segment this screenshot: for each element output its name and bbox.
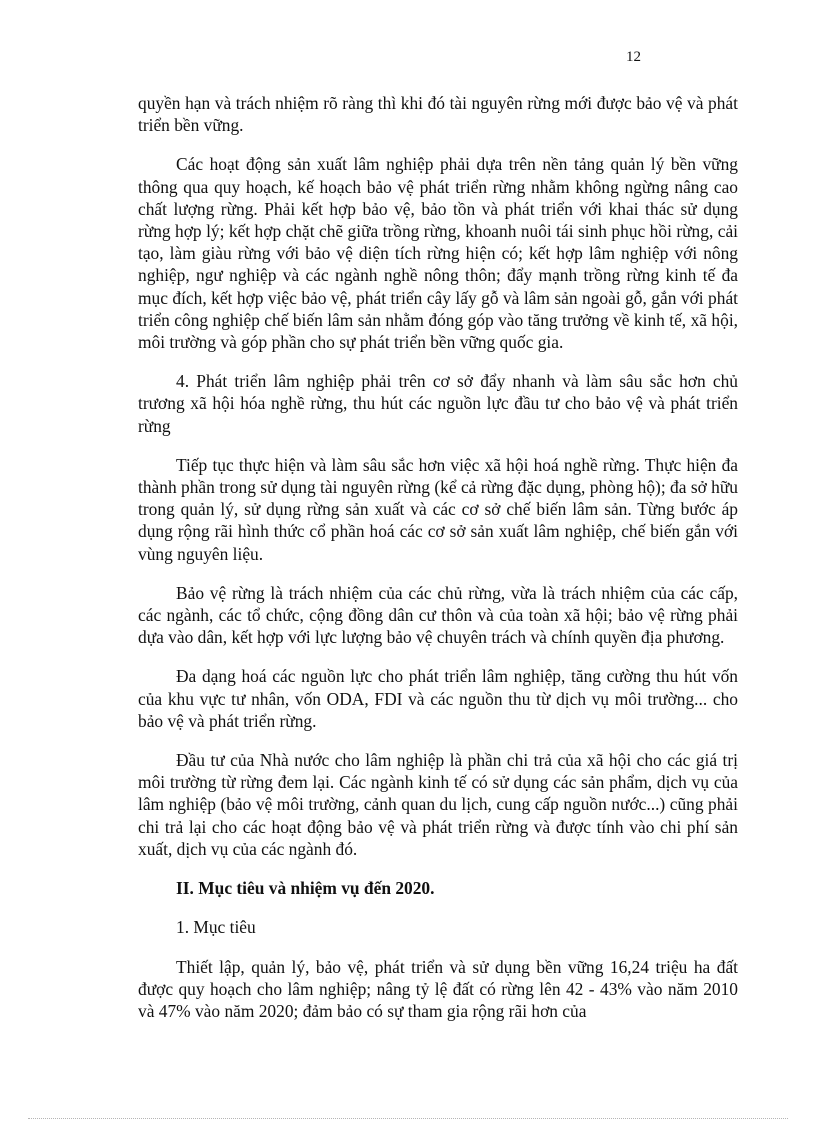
paragraph-forestry-production: Các hoạt động sản xuất lâm nghiệp phải dựa trên nền tảng quản lý bền vững thông qua quy hoạch, kế hoạch bảo vệ phát triển rừng nhằm không ngừng nâng cao chất lượng rừng. Phải kết hợp bảo vệ, bảo tồn và phát triển với khai thác sử dụng rừng hợp lý; kết hợp chặt chẽ giữa trồng rừng, khoanh nuôi tái sinh phục hồi rừng, cải tạo, làm giàu rừng với bảo vệ diện tích rừng hiện có; kết hợp lâm nghiệp với nông nghiệp, ngư nghiệp và các ngành nghề nông thôn; đẩy mạnh trồng rừng kinh tế đa mục đích, kết hợp việc bảo vệ, phát triển cây lấy gỗ và lâm sản ngoài gỗ, gắn với phát triển công nghiệp chế biến lâm sản nhằm đóng góp vào tăng trưởng về kinh tế, xã hội, môi trường và góp phần cho sự phát triển bền vững quốc gia.	[138, 154, 738, 353]
page-number: 12	[626, 49, 641, 65]
section-heading: II. Mục tiêu và nhiệm vụ đến 2020.	[176, 878, 435, 899]
paragraph-principle-4: 4. Phát triển lâm nghiệp phải trên cơ sở đẩy nhanh và làm sâu sắc hơn chủ trương xã hội hóa nghề rừng, thu hút các nguồn lực đầu tư cho bảo vệ và phát triển rừng	[138, 371, 738, 436]
paragraph-objectives: Thiết lập, quản lý, bảo vệ, phát triển và sử dụng bền vững 16,24 triệu ha đất được quy hoạch cho lâm nghiệp; nâng tỷ lệ đất có rừng lên 42 - 43% vào năm 2010 và 47% vào năm 2020; đảm bảo có sự tham gia rộng rãi hơn của	[138, 956, 738, 1021]
document-body	[138, 92, 738, 1039]
paragraph-forest-protection: Bảo vệ rừng là trách nhiệm của các chủ rừng, vừa là trách nhiệm của các cấp, các ngành, các tổ chức, cộng đồng dân cư thôn và của toàn xã hội; bảo vệ rừng phải dựa vào dân, kết hợp với lực lượng bảo vệ chuyên trách và chính quyền địa phương.	[138, 582, 738, 648]
paragraph-state-investment: Đầu tư của Nhà nước cho lâm nghiệp là phần chi trả của xã hội cho các giá trị môi trường từ rừng đem lại. Các ngành kinh tế có sử dụng các sản phẩm, dịch vụ của lâm nghiệp (bảo vệ môi trường, cảnh quan du lịch, cung cấp nguồn nước...) cũng phải chi trả lại cho các hoạt động bảo vệ và phát triển rừng và được tính vào chi phí sản xuất, dịch vụ của các ngành đó.	[138, 750, 738, 859]
paragraph-socialization: Tiếp tục thực hiện và làm sâu sắc hơn việc xã hội hoá nghề rừng. Thực hiện đa thành phần trong sử dụng tài nguyên rừng (kể cả rừng đặc dụng, phòng hộ); đa sở hữu trong quản lý, sử dụng rừng sản xuất và các cơ sở chế biến lâm sản. Từng bước áp dụng rộng rãi hình thức cổ phần hoá các cơ sở sản xuất lâm nghiệp, chế biến gắn với vùng nguyên liệu.	[138, 454, 738, 564]
paragraph-continuation: quyền hạn và trách nhiệm rõ ràng thì khi đó tài nguyên rừng mới được bảo vệ và phát triển bền vững.	[138, 93, 738, 136]
paragraph-diversify-resources: Đa dạng hoá các nguồn lực cho phát triển lâm nghiệp, tăng cường thu hút vốn của khu vực tư nhân, vốn ODA, FDI và các nguồn thu từ dịch vụ môi trường... cho bảo vệ và phát triển rừng.	[138, 666, 738, 731]
page-bottom-divider	[28, 1118, 788, 1119]
subsection-heading: 1. Mục tiêu	[176, 917, 256, 938]
